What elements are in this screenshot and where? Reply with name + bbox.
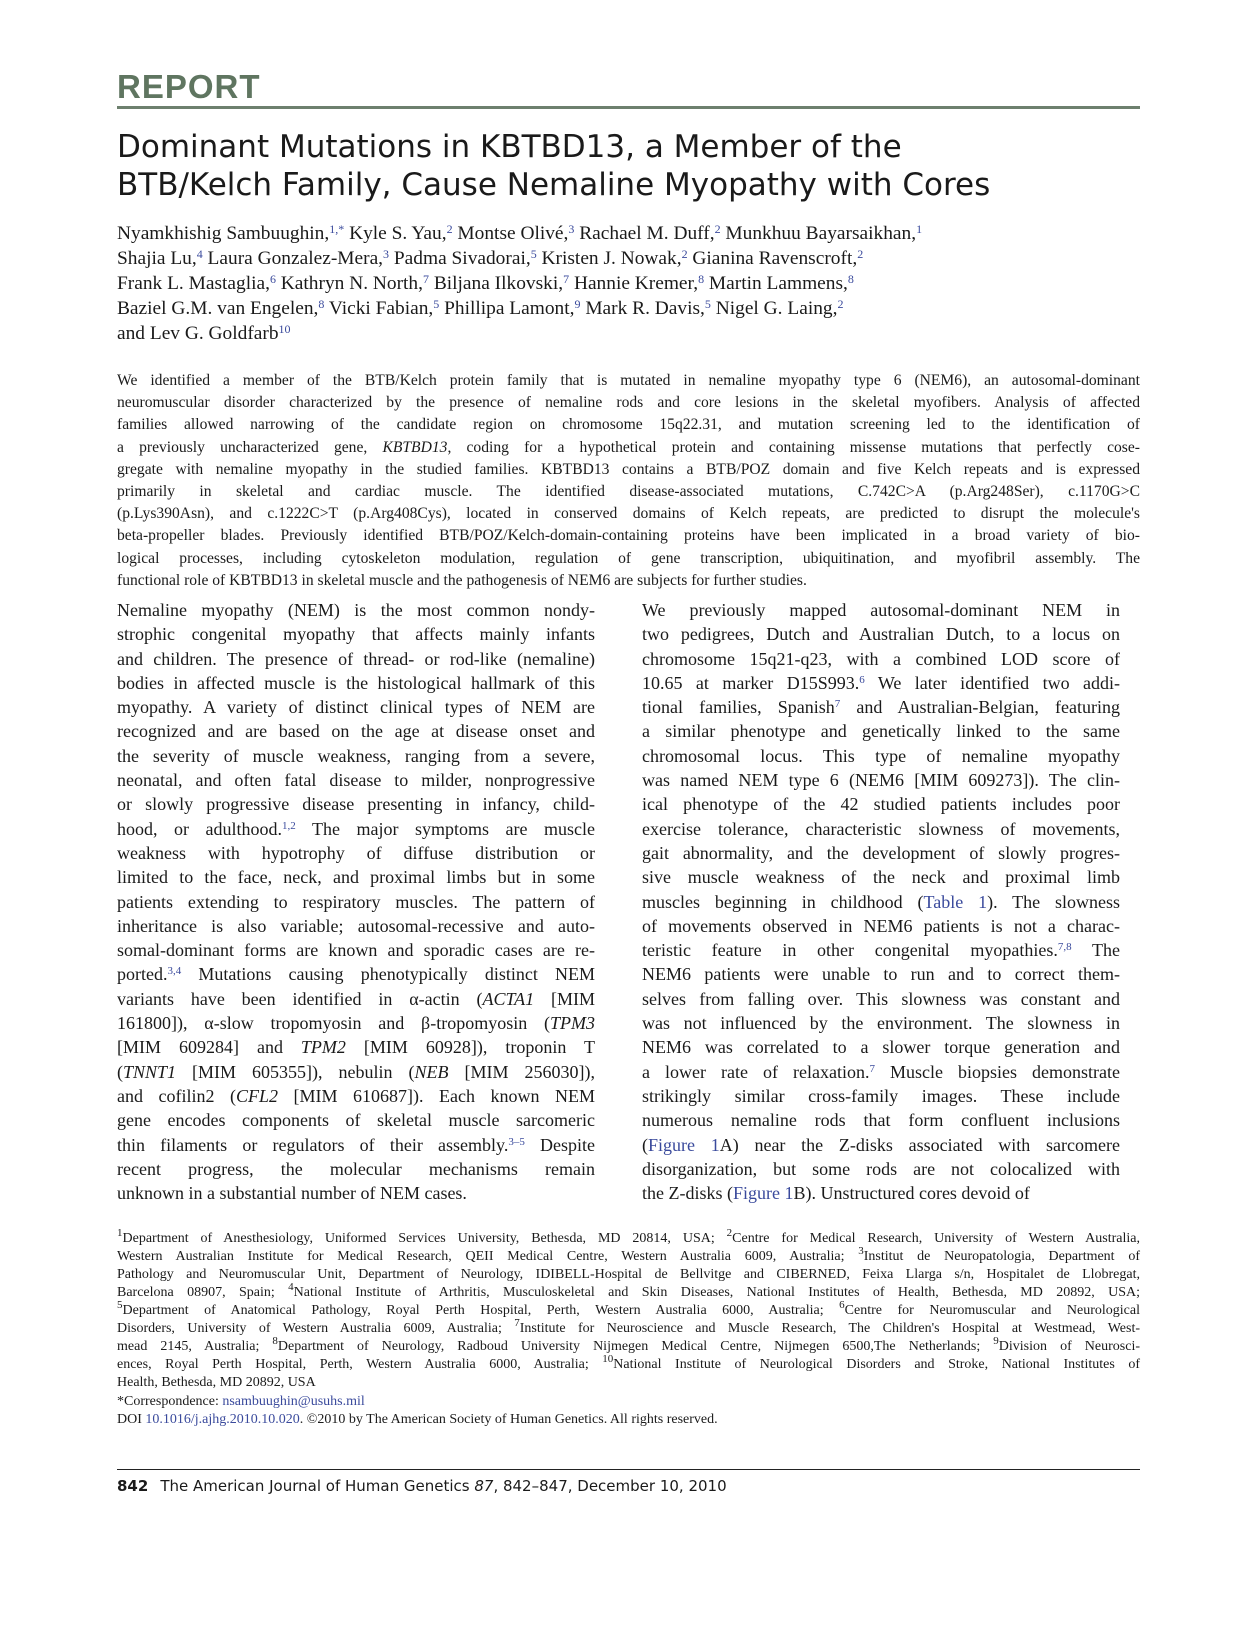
text-run: Mutations causing phenotypically distinct NEM [181,964,595,985]
text-run: and children. The presence of thread- or rod-like (nemaline) [117,648,595,669]
author-line [117,246,1140,271]
text-run: disorganization, but some rods are not colocalized with [642,1158,1120,1179]
body-line [642,792,1120,816]
correspondence-label: *Correspondence: [117,1394,223,1409]
author-line [117,321,1140,346]
body-line [642,914,1120,938]
text-run: bodies in affected muscle is the histological hallmark of this [117,672,595,693]
text-run: myopathy. A variety of distinct clinical types of NEM are [117,697,595,718]
text-run: hood, or adulthood. [117,818,283,839]
body-line [642,1181,1120,1205]
body-line [642,1157,1120,1181]
header-rule [117,106,1140,109]
abstract-line: logical processes, including cytoskeleton modulation, regulation of gene transcription, ubiquitination, and myofibril assembly. The [117,549,1140,567]
body-line [642,1108,1120,1132]
citation-superscript[interactable]: 5 [117,1299,123,1311]
citation-superscript[interactable]: 4 [288,1281,294,1293]
title-line: BTB/Kelch Family, Cause Nemaline Myopathy with Cores [117,167,991,203]
text-run: Padma Sivadorai, [389,248,531,269]
body-line [117,865,595,889]
citation-superscript[interactable]: 6 [859,673,865,686]
text-run: the Z-disks ( [642,1183,733,1204]
citation-superscript[interactable]: 1 [916,222,923,236]
body-line [642,1060,1120,1084]
text-run: Hannie Kremer, [569,273,699,294]
title-line: Dominant Mutations in KBTBD13, a Member of the [117,129,902,165]
text-run: neonatal, and often fatal disease to milder, nonprogressive [117,770,595,791]
doi-line [117,1411,718,1429]
citation-superscript[interactable]: 2 [857,247,864,261]
body-line [117,719,595,743]
text-run: and Australian-Belgian, featuring [840,697,1120,718]
text-run: Department of Anesthesiology, Uniformed Services University, Bethesda, MD 20814, USA; [122,1231,727,1246]
body-line [117,1035,595,1059]
body-line [117,768,595,792]
journal-pages-date: , 842–847, December 10, 2010 [493,1477,727,1495]
text-run: mead 2145, Australia; [117,1339,273,1354]
text-run: Division of Neurosci- [998,1339,1140,1354]
text-run: ). The slowness [987,891,1120,912]
text-run: NEM6 was correlated to a slower torque generation and [642,1037,1120,1058]
citation-superscript[interactable]: 8 [847,272,854,286]
citation-superscript[interactable]: 7 [422,272,429,286]
text-run: Department of Neurology, Radboud University Nijmegen Medical Centre, Nijmegen 6500,The Netherlands; [277,1339,994,1354]
text-run: Shajia Lu, [117,248,197,269]
text-run: Centre for Neuromuscular and Neurological [844,1303,1140,1318]
body-line [642,768,1120,792]
citation-superscript[interactable]: 7 [869,1062,875,1075]
body-line [642,1133,1120,1157]
text-run: Disorders, University of Western Australia 6009, Australia; [117,1321,515,1336]
body-line [642,987,1120,1011]
article-title [117,128,1140,204]
abstract-line: functional role of KBTBD13 in skeletal muscle and the pathogenesis of NEM6 are subjects for further studies. [117,571,807,589]
text-run: strikingly similar cross-family images. These include [642,1085,1120,1106]
text-run: of movements observed in NEM6 patients is not a charac- [642,915,1120,936]
body-line [642,598,1120,622]
text-run: somal-dominant forms are known and sporadic cases are re- [117,940,595,961]
citation-superscript[interactable]: 3 [858,1245,864,1257]
text-run: tional families, Spanish [642,697,835,718]
body-line [117,1181,595,1205]
text-run: the severity of muscle weakness, ranging from a severe, [117,745,595,766]
body-line [642,865,1120,889]
text-run: ences, Royal Perth Hospital, Perth, Western Australia 6000, Australia; [117,1357,603,1372]
body-line [642,695,1120,719]
abstract [117,370,1140,592]
body-line [117,1157,595,1181]
body-column-right [642,598,1120,1205]
text-run: [MIM 256030]), [448,1061,595,1082]
citation-superscript[interactable]: 7 [563,272,570,286]
article-page [117,0,1140,1632]
text-run: Biljana Ilkovski, [428,273,564,294]
abstract-line: families allowed narrowing of the candidate region on chromosome 15q22.31, and mutation screening led to the identification of [117,416,1140,434]
text-run: National Institute of Arthritis, Musculoskeletal and Skin Diseases, National Institutes of Health, Bethesda, MD 20892, USA; [293,1285,1140,1300]
text-run: gene encodes components of skeletal muscle sarcomeric [117,1110,595,1131]
text-run: Frank L. Mastaglia, [117,273,270,294]
text-run: Centre for Medical Research, University of Western Australia, [732,1231,1140,1246]
body-line [117,914,595,938]
doi-link[interactable]: 10.1016/j.ajhg.2010.10.020 [145,1412,300,1427]
text-run: patients extending to respiratory muscles. The pattern of [117,891,595,912]
body-line [117,1060,595,1084]
text-run: Baziel G.M. van Engelen, [117,298,319,319]
citation-superscript[interactable]: 10 [602,1353,614,1365]
text-run: The [1071,940,1120,961]
citation-superscript[interactable]: 5 [433,297,440,311]
body-line [642,1084,1120,1108]
body-line [117,1108,595,1132]
body-line [642,1035,1120,1059]
text-run: chromosomal locus. This type of nemaline myopathy [642,745,1120,766]
body-line [642,817,1120,841]
text-run: Kristen J. Nowak, [536,248,682,269]
abstract-line: gregate with nemaline myopathy in the studied families. KBTBD13 contains a BTB/POZ domain and five Kelch repeats and is expressed [117,460,1140,478]
body-line [117,938,595,962]
text-run: was not influenced by the environment. The slowness in [642,1013,1120,1034]
text-run: was named NEM type 6 (NEM6 [MIM 609273]). The clin- [642,770,1120,791]
text-run: Pathology and Neuromuscular Unit, Department of Neurology, IDIBELL-Hospital de Bellvitge and CIBERNED, Feixa Llarga s/n, Hospitalet de Llobregat, [117,1267,1140,1282]
text-run: recent progress, the molecular mechanisms remain [117,1158,595,1179]
body-line [117,744,595,768]
doi-label: DOI [117,1412,146,1427]
affiliation-line [117,1266,1140,1284]
citation-superscript[interactable]: 6 [839,1299,845,1311]
text-run: The major symptoms are muscle [295,818,595,839]
section-label: REPORT [117,68,261,105]
text-run: We previously mapped autosomal-dominant NEM in [642,600,1120,620]
text-run: 10.65 at marker D15S993. [642,672,860,693]
text-run: Muscle biopsies demonstrate [874,1061,1120,1082]
text-run: or slowly progressive disease presenting in infancy, child- [117,794,595,815]
text-run: selves from falling over. This slowness was constant and [642,988,1120,1009]
abstract-line: We identified a member of the BTB/Kelch protein family that is mutated in nemaline myopathy type 6 (NEM6), an autosomal-dominant [117,372,1140,389]
gene-symbol: CFL2 [235,1085,278,1106]
text-run: [MIM 610687]). Each known NEM [278,1085,595,1106]
text-run: Institut de Neuropatologia, Department of [863,1249,1140,1264]
text-run: chromosome 15q21-q23, with a combined LOD score of [642,648,1120,669]
text-run: Vicki Fabian, [324,298,434,319]
text-run: weakness with hypotrophy of diffuse distribution or [117,842,595,863]
author-line [117,221,1140,246]
body-line [117,647,595,671]
text-run: B). Unstructured cores devoid of [793,1183,1030,1204]
body-line [642,938,1120,962]
citation-superscript[interactable]: 8 [698,272,705,286]
affiliation-line [117,1374,1140,1392]
body-line [117,817,595,841]
gene-symbol: TPM3 [550,1013,595,1034]
text-run: Western Australian Institute for Medical Research, QEII Medical Centre, Western Australia 6009, Australia; [117,1249,859,1264]
abstract-line: primarily in skeletal and cardiac muscle. The identified disease-associated mutations, C.742C>A (p.Arg248Ser), c.1170G>C [117,483,1140,501]
body-line [117,1011,595,1035]
abstract-line: (p.Lys390Asn), and c.1222C>T (p.Arg408Cys), located in conserved domains of Kelch repeats, are predicted to disrupt the molecule's [117,505,1140,523]
citation-superscript[interactable]: 1,2 [282,819,296,832]
body-line [117,792,595,816]
text-run: Rachael M. Duff, [574,223,715,244]
text-run: ( [642,1134,648,1155]
text-run: Montse Olivé, [452,223,569,244]
text-run: recognized and are based on the age at disease onset and [117,721,595,742]
body-line [642,962,1120,986]
text-run: Nigel G. Laing, [710,298,838,319]
citation-superscript[interactable]: 5 [530,247,537,261]
text-run: Nyamkhishig Sambuughin, [117,223,330,244]
text-run: [MIM 609284] and [117,1037,301,1058]
citation-superscript[interactable]: 2 [714,222,721,236]
text-run: [MIM 60928]), troponin T [345,1037,595,1058]
text-run: muscles beginning in childhood ( [642,891,924,912]
citation-superscript[interactable]: 6 [269,272,276,286]
text-run: Barcelona 08907, Spain; [117,1285,289,1300]
figure-table-link[interactable]: Figure 1 [648,1134,720,1155]
journal-name: The American Journal of Human Genetics [160,1477,475,1495]
abstract-line: neuromuscular disorder characterized by the presence of nemaline rods and core lesions in the skeletal myofibers. Analysis of affected [117,394,1140,412]
body-line [117,622,595,646]
text-run: a similar phenotype and genetically linked to the same [642,721,1120,742]
text-run: [MIM 605355]), nebulin ( [176,1061,415,1082]
citation-superscript[interactable]: 5 [704,297,711,311]
text-run: ical phenotype of the 42 studied patients includes poor [642,794,1120,815]
footer-rule [117,1469,1140,1470]
body-line [117,962,595,986]
text-run: We later identified two addi- [864,672,1120,693]
text-run: Department of Anatomical Pathology, Royal Perth Hospital, Perth, Western Australia 6000, Australia; [122,1303,840,1318]
text-run: Despite [524,1134,595,1155]
text-run: and Lev G. Goldfarb [117,323,279,344]
text-run: unknown in a substantial number of NEM cases. [117,1183,467,1204]
text-run: exercise tolerance, characteristic slowness of movements, [642,818,1120,839]
body-line [642,719,1120,743]
body-line [642,671,1120,695]
abstract-line: a previously uncharacterized gene, KBTBD13, coding for a hypothetical protein and containing missense mutations that perfectly cose- [117,438,1140,456]
abstract-line: beta-propeller blades. Previously identified BTB/POZ/Kelch-domain-containing proteins have been implicated in a broad variety of bio- [117,527,1140,545]
text-run: Gianina Ravenscroft, [687,248,858,269]
page-number: 842 [117,1477,149,1495]
text-run: Kathryn N. North, [275,273,423,294]
citation-superscript[interactable]: 4 [196,247,203,261]
page-footer [117,1477,727,1495]
gene-symbol: ACTA1 [482,988,535,1009]
body-line [117,695,595,719]
text-run: and cofilin2 ( [117,1085,236,1106]
citation-superscript[interactable]: 3,4 [167,965,182,978]
body-line [117,1084,595,1108]
citation-superscript[interactable]: 10 [278,322,291,336]
body-column-left [117,598,595,1205]
citation-superscript[interactable]: 1,* [329,222,345,236]
text-run: ( [117,1061,123,1082]
citation-superscript[interactable]: 9 [993,1335,999,1347]
citation-superscript[interactable]: 7 [514,1317,520,1329]
text-run: Kyle S. Yau, [344,223,447,244]
affiliation-line [117,1317,1141,1338]
author-list [117,221,1140,346]
citation-superscript[interactable]: 3 [568,222,575,236]
citation-superscript[interactable]: 2 [446,222,453,236]
body-line [117,1133,595,1157]
citation-superscript[interactable]: 2 [681,247,688,261]
citation-superscript[interactable]: 8 [318,297,325,311]
text-run: A) near the Z-disks associated with sarcomere [719,1134,1120,1155]
text-run: Health, Bethesda, MD 20892, USA [117,1375,316,1390]
affiliation-line [117,1245,1140,1266]
gene-symbol: NEB [414,1061,449,1082]
text-run: NEM6 patients were unable to run and to correct them- [642,964,1120,985]
gene-symbol: TPM2 [300,1037,346,1058]
text-run: limited to the face, neck, and proximal limbs but in some [117,867,595,888]
correspondence-email-link[interactable]: nsambuughin@usuhs.mil [222,1394,365,1409]
body-line [642,647,1120,671]
citation-superscript[interactable]: 1 [117,1227,123,1239]
text-run: ported. [117,964,168,985]
citation-superscript[interactable]: 9 [574,297,581,311]
affiliation-line [117,1335,1140,1356]
affiliation-line [117,1281,1140,1302]
text-run: sive muscle weakness of the neck and proximal limb [642,867,1120,888]
body-line [117,987,595,1011]
text-run: Laura Gonzalez-Mera, [202,248,384,269]
body-line [117,890,595,914]
body-line [117,598,595,622]
citation-superscript[interactable]: 2 [726,1227,733,1239]
author-line [117,296,1140,321]
text-run: Phillipa Lamont, [439,298,575,319]
affiliation-line [117,1353,1140,1374]
citation-superscript[interactable]: 8 [272,1335,278,1347]
gene-symbol: TNNT1 [123,1061,177,1082]
text-run: National Institute of Neurological Disorders and Stroke, National Institutes of [613,1357,1140,1372]
affiliations [117,1227,1141,1392]
author-line [117,271,1140,296]
body-line [642,890,1120,914]
text-run: gait abnormality, and the development of slowly progres- [642,842,1120,863]
affiliation-line [117,1227,1140,1248]
text-run: Mark R. Davis, [580,298,705,319]
text-run: Nemaline myopathy (NEM) is the most common nondy- [117,600,595,620]
text-run: a lower rate of relaxation. [642,1061,870,1082]
correspondence [117,1393,365,1411]
citation-superscript[interactable]: 2 [837,297,844,311]
text-run: Institute for Neuroscience and Muscle Research, The Children's Hospital at Westmead, West- [519,1321,1141,1336]
citation-superscript[interactable]: 7,8 [1057,941,1072,954]
figure-table-link[interactable]: Figure 1 [732,1183,794,1204]
body-line [642,841,1120,865]
text-run: two pedigrees, Dutch and Australian Dutch, to a locus on [642,624,1120,645]
text-run: [MIM [534,988,595,1009]
citation-superscript[interactable]: 3 [383,247,390,261]
text-run: 161800]), α-slow tropomyosin and β-tropomyosin ( [117,1013,550,1034]
body-line [642,622,1120,646]
body-line [117,671,595,695]
body-line [642,1011,1120,1035]
citation-superscript[interactable]: 3–5 [508,1135,525,1148]
text-run: thin filaments or regulators of their assembly. [117,1134,509,1155]
affiliation-line [117,1299,1140,1320]
text-run: inheritance is also variable; autosomal-recessive and auto- [117,915,595,936]
journal-volume: 87 [474,1477,494,1495]
citation-superscript[interactable]: 7 [834,698,841,711]
body-line [642,744,1120,768]
body-line [117,841,595,865]
text-run: Martin Lammens, [704,273,848,294]
text-run: teristic feature in other congenital myopathies. [642,940,1058,961]
figure-table-link[interactable]: Table 1 [923,891,988,912]
text-run: strophic congenital myopathy that affects mainly infants [117,624,595,645]
copyright-text: . ©2010 by The American Society of Human Genetics. All rights reserved. [299,1412,718,1427]
text-run: Munkhuu Bayarsaikhan, [720,223,917,244]
text-run: variants have been identified in α-actin ( [117,988,483,1009]
text-run: numerous nemaline rods that form confluent inclusions [642,1110,1120,1131]
